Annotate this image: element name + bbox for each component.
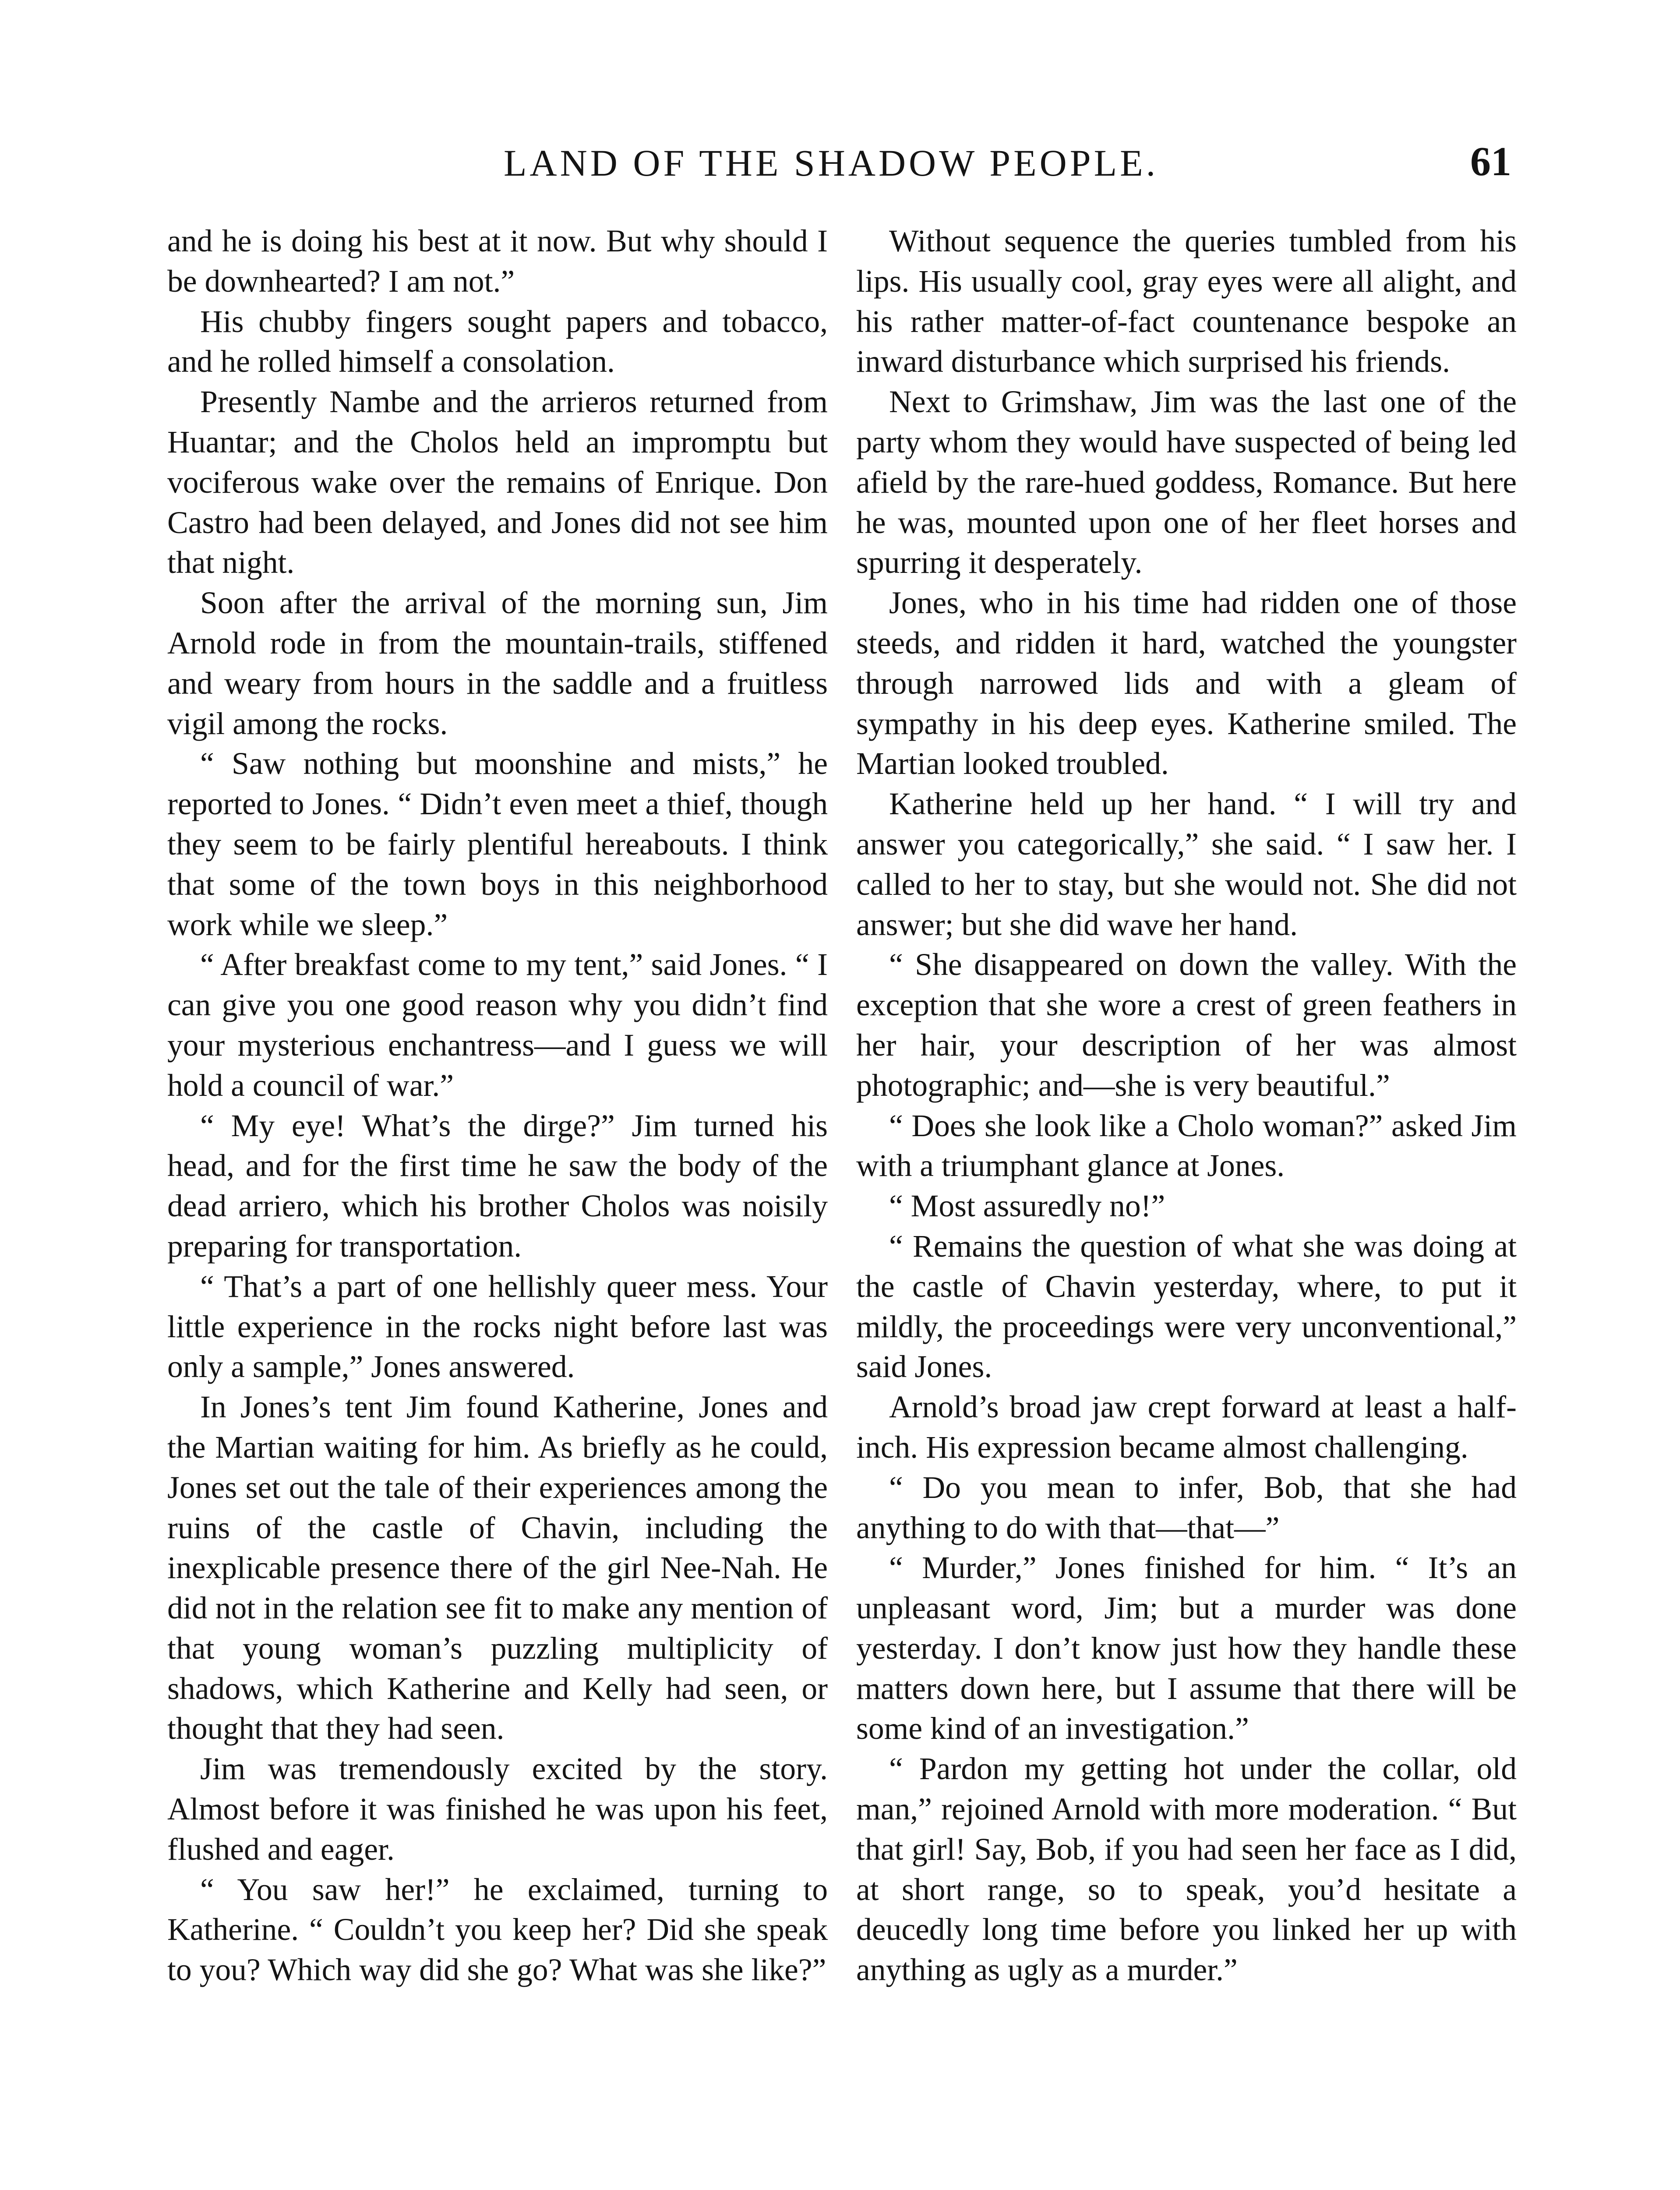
paragraph: “ Pardon my getting hot under the collar, old man,” rejoined Arnold with more moderation. “ But that girl! Say, Bob, if you had seen her face as I did, at short range, so to speak, you’d hesitate a deucedly long time before you linked her up with anything as ugly as a murder.” <box>856 1752 1517 1988</box>
paragraph: and he is doing his best at it now. But why should I be downhearted? I am not.” <box>167 224 828 299</box>
paragraph: Jones, who in his time had ridden one of those steeds, and ridden it hard, watched the youngster through narrowed lids and with a gleam of sympathy in his deep eyes. Katherine smiled. The Martian looked troubled. <box>856 586 1517 781</box>
paragraph: Jim was tremendously excited by the story. Almost before it was finished he was upon his feet, flushed and eager. <box>167 1752 828 1867</box>
paragraph: Katherine held up her hand. “ I will try and answer you categorically,” she said. “ I saw her. I called to her to stay, but she would not. She did not answer; but she did wave her hand. <box>856 787 1517 942</box>
paragraph: Without sequence the queries tumbled from his lips. His usually cool, gray eyes were all alight, and his rather matter-of-fact countenance bespoke an inward disturbance which surprised his friends. <box>856 224 1517 379</box>
page-number: 61 <box>1470 139 1511 184</box>
paragraph: “ Saw nothing but moonshine and mists,” he reported to Jones. “ Didn’t even meet a thief, though they seem to be fairly plentiful hereabouts. I think that some of the town boys in this neighborhood work while we sleep.” <box>167 746 828 942</box>
paragraph: “ Do you mean to infer, Bob, that she had anything to do with that—that—” <box>856 1470 1517 1545</box>
paragraph: Presently Nambe and the arrieros returned from Huantar; and the Cholos held an impromptu but vociferous wake over the remains of Enrique. Don Castro had been delayed, and Jones did not see him that night. <box>167 385 828 580</box>
paragraph: “ That’s a part of one hellishly queer mess. Your little experience in the rocks night before last was only a sample,” Jones answered. <box>167 1269 828 1385</box>
paragraph: “ After breakfast come to my tent,” said Jones. “ I can give you one good reason why you didn’t find your mysterious enchantress—and I guess we will hold a council of war.” <box>167 947 828 1103</box>
paragraph: “ Most assuredly no!” <box>889 1189 1165 1224</box>
paragraph: His chubby fingers sought papers and tobacco, and he rolled himself a consolation. <box>167 304 828 379</box>
running-title: LAND OF THE SHADOW PEOPLE. <box>504 142 1159 184</box>
right-column <box>856 221 1517 1990</box>
paragraph: In Jones’s tent Jim found Katherine, Jones and the Martian waiting for him. As briefly as he could, Jones set out the tale of their experiences among the ruins of the castle of Chavin, including the inexplicable presence there of the girl Nee-Nah. He did not in the relation see fit to make any mention of that young woman’s puzzling multiplicity of shadows, which Katherine and Kelly had seen, or thought that they had seen. <box>167 1390 828 1746</box>
paragraph: “ Does she look like a Cholo woman?” asked Jim with a triumphant glance at Jones. <box>856 1108 1517 1183</box>
paragraph: “ She disappeared on down the valley. With the exception that she wore a crest of green feathers in her hair, your description of her was almost photographic; and—she is very beautiful.” <box>856 947 1517 1103</box>
paragraph: “ Murder,” Jones finished for him. “ It’s an unpleasant word, Jim; but a murder was done yesterday. I don’t know just how they handle these matters down here, but I assume that there will be some kind of an investigation.” <box>856 1551 1517 1746</box>
paragraph: “ Remains the question of what she was doing at the castle of Chavin yesterday, where, to put it mildly, the proceedings were very unconventional,” said Jones. <box>856 1229 1517 1385</box>
paragraph: Arnold’s broad jaw crept forward at least a half-inch. His expression became almost challenging. <box>856 1390 1517 1465</box>
left-column <box>167 221 828 1990</box>
paragraph: “ My eye! What’s the dirge?” Jim turned his head, and for the first time he saw the body of the dead arriero, which his brother Cholos was noisily preparing for transportation. <box>167 1108 828 1264</box>
paragraph: Next to Grimshaw, Jim was the last one of the party whom they would have suspected of being led afield by the rare-hued goddess, Romance. But here he was, mounted upon one of her fleet horses and spurring it desperately. <box>856 385 1517 580</box>
paragraph: Soon after the arrival of the morning sun, Jim Arnold rode in from the mountain-trails, stiffened and weary from hours in the saddle and a fruitless vigil among the rocks. <box>167 586 828 741</box>
paragraph: “ You saw her!” he exclaimed, turning to Katherine. “ Couldn’t you keep her? Did she speak to you? Which way did she go? What was she like?” <box>167 1872 828 1988</box>
